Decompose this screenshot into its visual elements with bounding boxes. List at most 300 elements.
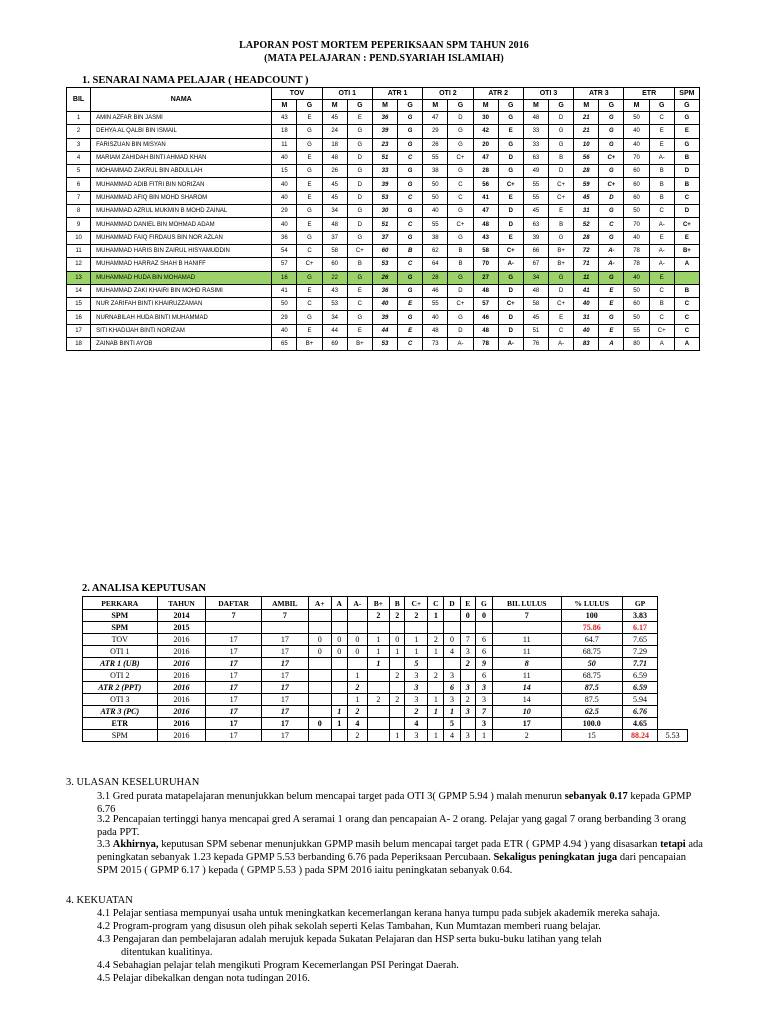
- score-cell: 73: [423, 338, 448, 351]
- score-cell: 69: [322, 338, 347, 351]
- analysis-header: C: [428, 597, 444, 610]
- score-cell: C+: [549, 191, 574, 204]
- analysis-cell: [389, 622, 405, 634]
- analysis-cell: 6.59: [622, 670, 658, 682]
- score-cell: 40: [272, 191, 297, 204]
- analysis-cell: [460, 718, 476, 730]
- score-cell: 55: [523, 191, 548, 204]
- analysis-cell: 1: [389, 730, 405, 742]
- student-name: MUHAMMAD HARRAZ SHAH B HANIFF: [91, 258, 272, 271]
- score-cell: C+: [297, 258, 322, 271]
- score-cell: G: [549, 231, 574, 244]
- table-row: [67, 218, 700, 231]
- analysis-cell: 2: [460, 658, 476, 670]
- score-cell: 15: [272, 165, 297, 178]
- analysis-cell: 7: [206, 610, 261, 622]
- score-cell: 31: [574, 205, 599, 218]
- analysis-cell: 0: [331, 646, 347, 658]
- row-bil: 15: [67, 298, 91, 311]
- table-row: [67, 298, 700, 311]
- score-cell: G: [549, 138, 574, 151]
- score-cell: G: [347, 165, 372, 178]
- score-cell: 46: [473, 311, 498, 324]
- score-cell: G: [398, 311, 423, 324]
- strength-4-3: 4.3 Pengajaran dan pembelajaran adalah merujuk kepada Sukatan Pelajaran dan HSP serta buku-buku latihan yang telah: [97, 934, 602, 945]
- analysis-cell: SPM: [83, 610, 158, 622]
- score-cell: G: [297, 165, 322, 178]
- score-cell: 36: [272, 231, 297, 244]
- row-bil: 10: [67, 231, 91, 244]
- score-cell: A-: [599, 244, 624, 257]
- analysis-cell: [331, 730, 347, 742]
- score-cell: 23: [372, 138, 397, 151]
- group-header: OTI 1: [322, 88, 372, 100]
- group-header: OTI 2: [423, 88, 473, 100]
- table-row: [67, 338, 700, 351]
- analysis-cell: [476, 622, 493, 634]
- score-cell: E: [498, 191, 523, 204]
- sub-header-m: M: [624, 100, 649, 112]
- analysis-cell: 7.29: [622, 646, 658, 658]
- analysis-header: C+: [405, 597, 428, 610]
- row-bil: 6: [67, 178, 91, 191]
- score-cell: 48: [423, 324, 448, 337]
- analysis-cell: [460, 622, 476, 634]
- student-name: AMIN AZFAR BIN JASMI: [91, 112, 272, 125]
- analysis-cell: 10: [492, 706, 561, 718]
- analysis-cell: [367, 730, 389, 742]
- table-row: [67, 191, 700, 204]
- score-cell: 60: [322, 258, 347, 271]
- score-cell: 48: [523, 284, 548, 297]
- score-cell: G: [398, 178, 423, 191]
- analysis-cell: [444, 622, 460, 634]
- analysis-cell: ATR 1 (UB): [83, 658, 158, 670]
- score-cell: 60: [624, 298, 649, 311]
- score-cell: C+: [549, 298, 574, 311]
- score-cell: G: [297, 205, 322, 218]
- analysis-cell: 50: [561, 658, 622, 670]
- analysis-cell: 0: [460, 610, 476, 622]
- sub-header-m: M: [423, 100, 448, 112]
- group-header: TOV: [272, 88, 322, 100]
- score-cell: 39: [372, 311, 397, 324]
- student-name: ZAINAB BINTI AYOB: [91, 338, 272, 351]
- score-cell: B: [649, 178, 674, 191]
- score-cell: D: [498, 205, 523, 218]
- analysis-cell: 64.7: [561, 634, 622, 646]
- row-bil: 9: [67, 218, 91, 231]
- score-cell: 45: [523, 311, 548, 324]
- analysis-header: GP: [622, 597, 658, 610]
- analysis-cell: 1: [444, 706, 460, 718]
- score-cell: 45: [322, 112, 347, 125]
- analysis-cell: [331, 658, 347, 670]
- score-cell: 29: [423, 125, 448, 138]
- table-row: [67, 112, 700, 125]
- analysis-cell: [405, 622, 428, 634]
- score-cell: 65: [272, 338, 297, 351]
- score-cell: 54: [272, 244, 297, 257]
- section-3-heading: 3. ULASAN KESELURUHAN: [66, 777, 200, 788]
- analysis-cell: 11: [492, 646, 561, 658]
- analysis-cell: 6: [476, 670, 493, 682]
- analysis-cell: [428, 658, 444, 670]
- analysis-cell: 2016: [157, 730, 206, 742]
- score-cell: 39: [523, 231, 548, 244]
- student-name: MUHAMMAD FAIQ FIRDAUS BIN NOR AZLAN: [91, 231, 272, 244]
- score-cell: A-: [498, 338, 523, 351]
- analysis-cell: 4.65: [622, 718, 658, 730]
- analysis-cell: 3: [476, 694, 493, 706]
- score-cell: C: [649, 311, 674, 324]
- score-cell: 41: [272, 284, 297, 297]
- table-row: [67, 258, 700, 271]
- score-cell: C+: [649, 324, 674, 337]
- row-bil: 17: [67, 324, 91, 337]
- analysis-header: A: [331, 597, 347, 610]
- analysis-cell: 2: [405, 610, 428, 622]
- score-cell: G: [398, 165, 423, 178]
- score-cell: 51: [372, 218, 397, 231]
- score-cell: G: [398, 205, 423, 218]
- score-cell: 50: [624, 284, 649, 297]
- score-cell: 78: [624, 258, 649, 271]
- sub-header-m: M: [322, 100, 347, 112]
- sub-header-m: M: [574, 100, 599, 112]
- analysis-cell: 3: [460, 706, 476, 718]
- score-cell: 78: [473, 338, 498, 351]
- score-cell: D: [674, 205, 699, 218]
- score-cell: G: [599, 311, 624, 324]
- score-cell: E: [297, 324, 322, 337]
- score-cell: C+: [599, 178, 624, 191]
- score-cell: 41: [574, 284, 599, 297]
- analysis-cell: 17: [206, 682, 261, 694]
- table-row: [67, 125, 700, 138]
- student-name: MUHAMMAD AFIQ BIN MOHD SHAROM: [91, 191, 272, 204]
- score-cell: G: [498, 112, 523, 125]
- score-cell: 26: [372, 271, 397, 284]
- analysis-cell: [347, 610, 367, 622]
- strength-4-1: 4.1 Pelajar sentiasa mempunyai usaha untuk meningkatkan kecemerlangan kerana hanya tumpu pada subjek akademik mereka sahaja.: [97, 908, 661, 919]
- analysis-cell: 2: [428, 634, 444, 646]
- score-cell: E: [599, 298, 624, 311]
- score-cell: 41: [473, 191, 498, 204]
- score-cell: C: [649, 284, 674, 297]
- sub-header-m: M: [272, 100, 297, 112]
- analysis-header: TAHUN: [157, 597, 206, 610]
- table-row: [67, 151, 700, 164]
- analysis-cell: 2016: [157, 646, 206, 658]
- score-cell: D: [347, 191, 372, 204]
- score-cell: C: [649, 205, 674, 218]
- analysis-cell: 5: [444, 718, 460, 730]
- score-cell: 46: [423, 284, 448, 297]
- analysis-cell: 1: [347, 670, 367, 682]
- analysis-header: % LULUS: [561, 597, 622, 610]
- analysis-cell: 6: [476, 634, 493, 646]
- score-cell: G: [398, 284, 423, 297]
- sub-header-g: G: [448, 100, 473, 112]
- score-cell: 40: [272, 218, 297, 231]
- score-cell: 48: [473, 324, 498, 337]
- group-header: OTI 3: [523, 88, 573, 100]
- score-cell: 30: [473, 112, 498, 125]
- score-cell: D: [498, 324, 523, 337]
- analysis-cell: [308, 622, 331, 634]
- analysis-cell: 2: [347, 730, 367, 742]
- score-cell: 64: [423, 258, 448, 271]
- table-row: [67, 231, 700, 244]
- analysis-row: [83, 718, 688, 730]
- analysis-cell: 87.5: [561, 682, 622, 694]
- score-cell: B: [649, 165, 674, 178]
- score-cell: 31: [574, 311, 599, 324]
- score-cell: 49: [523, 165, 548, 178]
- analysis-cell: 0: [347, 634, 367, 646]
- student-name: FARISZUAN BIN MISYAN: [91, 138, 272, 151]
- analysis-cell: 0: [476, 610, 493, 622]
- score-cell: 40: [624, 138, 649, 151]
- sub-header-g: G: [347, 100, 372, 112]
- score-cell: 50: [624, 311, 649, 324]
- score-cell: 21: [574, 125, 599, 138]
- score-cell: C+: [599, 151, 624, 164]
- analysis-cell: 4: [444, 730, 460, 742]
- analysis-cell: 3: [405, 682, 428, 694]
- row-bil: 1: [67, 112, 91, 125]
- score-cell: A: [599, 338, 624, 351]
- sub-header-g: G: [398, 100, 423, 112]
- score-cell: 29: [272, 205, 297, 218]
- score-cell: C+: [498, 244, 523, 257]
- comment-3-3: 3.3 Akhirnya, keputusan SPM sebenar menunjukkan GPMP masih belum mencapai target pada ETR ( GPMP 4.94 ) yang disasarkan tetapi ada peningkatan sebanyak 1.23 kepada GPMP 5.53 berbanding 6.76 pada Peperiksaan Percubaan. Sekaligus peningkatan juga dari pencapaian SPM 2015 ( GPMP 6.17 ) kepada ( GPMP 5.53 ) pada SPM 2016 iaitu peningkatan sebanyak 0.64.: [97, 839, 703, 876]
- analysis-cell: 1: [476, 730, 493, 742]
- score-cell: 33: [372, 165, 397, 178]
- analysis-cell: 7: [460, 634, 476, 646]
- score-cell: 40: [624, 231, 649, 244]
- analysis-cell: 1: [367, 634, 389, 646]
- analysis-cell: 1: [428, 610, 444, 622]
- table-row: [67, 165, 700, 178]
- analysis-cell: [206, 622, 261, 634]
- analysis-cell: 17: [261, 634, 308, 646]
- analysis-cell: 3: [405, 730, 428, 742]
- analysis-cell: 2016: [157, 634, 206, 646]
- analysis-cell: 17: [261, 670, 308, 682]
- score-cell: D: [549, 165, 574, 178]
- analysis-cell: 2: [405, 706, 428, 718]
- score-cell: 44: [372, 324, 397, 337]
- score-cell: A-: [649, 258, 674, 271]
- score-cell: 58: [473, 244, 498, 257]
- score-cell: 34: [322, 205, 347, 218]
- score-cell: 40: [272, 151, 297, 164]
- score-cell: E: [297, 191, 322, 204]
- score-cell: 58: [523, 298, 548, 311]
- score-cell: A: [674, 338, 699, 351]
- score-cell: D: [498, 151, 523, 164]
- score-cell: E: [297, 218, 322, 231]
- score-cell: B+: [674, 244, 699, 257]
- row-bil: 11: [67, 244, 91, 257]
- analysis-cell: 5: [405, 658, 428, 670]
- analysis-cell: 1: [405, 646, 428, 658]
- score-cell: G: [398, 112, 423, 125]
- student-name: MUHAMMAD ZAKI KHAIRI BIN MOHD RASIMI: [91, 284, 272, 297]
- score-cell: G: [599, 125, 624, 138]
- score-cell: G: [674, 112, 699, 125]
- score-cell: D: [347, 218, 372, 231]
- analysis-cell: 11: [492, 634, 561, 646]
- analysis-cell: [492, 622, 561, 634]
- score-cell: 60: [372, 244, 397, 257]
- analysis-cell: 3: [444, 694, 460, 706]
- table-row: [67, 271, 700, 284]
- score-cell: 50: [272, 298, 297, 311]
- score-cell: 40: [574, 324, 599, 337]
- strength-4-4: 4.4 Sebahagian pelajar telah mengikuti Program Kecemerlangan PSI Peringat Daerah.: [97, 960, 459, 971]
- analysis-header: A-: [347, 597, 367, 610]
- score-cell: 40: [624, 271, 649, 284]
- score-cell: A: [649, 338, 674, 351]
- analysis-cell: ATR 2 (PPT): [83, 682, 158, 694]
- analysis-cell: 7.71: [622, 658, 658, 670]
- score-cell: E: [599, 284, 624, 297]
- score-cell: G: [448, 231, 473, 244]
- analysis-cell: 17: [206, 706, 261, 718]
- score-cell: G: [347, 138, 372, 151]
- analysis-cell: 6.59: [622, 682, 658, 694]
- score-cell: 26: [322, 165, 347, 178]
- score-cell: [674, 271, 699, 284]
- analysis-cell: 2: [347, 682, 367, 694]
- score-cell: 55: [423, 298, 448, 311]
- student-name: SITI KHADIJAH BINTI NORIZAM: [91, 324, 272, 337]
- score-cell: 53: [372, 191, 397, 204]
- score-cell: 36: [372, 112, 397, 125]
- score-cell: G: [347, 205, 372, 218]
- table-row: [67, 138, 700, 151]
- score-cell: 40: [272, 324, 297, 337]
- score-cell: 18: [322, 138, 347, 151]
- analysis-cell: [428, 718, 444, 730]
- table-row: [67, 205, 700, 218]
- score-cell: D: [674, 165, 699, 178]
- sub-header-m: M: [372, 100, 397, 112]
- sub-header-g: G: [649, 100, 674, 112]
- score-cell: 53: [372, 338, 397, 351]
- analysis-cell: 11: [492, 670, 561, 682]
- sub-header-g: G: [599, 100, 624, 112]
- analysis-cell: 3: [460, 682, 476, 694]
- analysis-cell: [367, 622, 389, 634]
- analysis-cell: 17: [206, 670, 261, 682]
- score-cell: G: [398, 125, 423, 138]
- score-cell: 40: [624, 125, 649, 138]
- score-cell: 27: [473, 271, 498, 284]
- score-cell: 43: [272, 112, 297, 125]
- score-cell: 26: [423, 138, 448, 151]
- analysis-cell: 2016: [157, 682, 206, 694]
- score-cell: 43: [322, 284, 347, 297]
- analysis-cell: 2: [492, 730, 561, 742]
- score-cell: G: [448, 205, 473, 218]
- analysis-cell: [308, 658, 331, 670]
- score-cell: 51: [372, 151, 397, 164]
- score-cell: B: [398, 244, 423, 257]
- score-cell: G: [347, 311, 372, 324]
- analysis-cell: 17: [206, 658, 261, 670]
- row-bil: 13: [67, 271, 91, 284]
- score-cell: C: [549, 324, 574, 337]
- col-bil-header: BIL: [67, 88, 91, 112]
- score-cell: 72: [574, 244, 599, 257]
- score-cell: D: [448, 112, 473, 125]
- score-cell: C: [398, 258, 423, 271]
- score-cell: C: [649, 112, 674, 125]
- analysis-cell: 2014: [157, 610, 206, 622]
- analysis-cell: 17: [206, 646, 261, 658]
- analysis-row: [83, 634, 688, 646]
- analysis-cell: 3: [460, 730, 476, 742]
- student-name: NUR ZARIFAH BINTI KHAIRUZZAMAN: [91, 298, 272, 311]
- score-cell: 34: [322, 311, 347, 324]
- section-2-heading: 2. ANALISA KEPUTUSAN: [82, 583, 206, 594]
- score-cell: E: [498, 231, 523, 244]
- score-cell: B+: [297, 338, 322, 351]
- analysis-row: [83, 730, 688, 742]
- analysis-row: [83, 646, 688, 658]
- student-name: DEHYA AL QALBI BIN ISMAIL: [91, 125, 272, 138]
- score-cell: 33: [523, 125, 548, 138]
- score-cell: 50: [423, 191, 448, 204]
- score-cell: 40: [574, 298, 599, 311]
- score-cell: E: [649, 138, 674, 151]
- analysis-cell: OTI 1: [83, 646, 158, 658]
- analysis-cell: [308, 610, 331, 622]
- analysis-cell: ATR 3 (PC): [83, 706, 158, 718]
- analysis-cell: 6: [444, 682, 460, 694]
- score-cell: B: [347, 258, 372, 271]
- student-name: MUHAMMAD HARIS BIN ZAIRUL HISYAMUDDIN: [91, 244, 272, 257]
- score-cell: 40: [423, 205, 448, 218]
- row-bil: 5: [67, 165, 91, 178]
- analysis-cell: 68.75: [561, 646, 622, 658]
- row-bil: 12: [67, 258, 91, 271]
- score-cell: 55: [423, 151, 448, 164]
- score-cell: 28: [574, 165, 599, 178]
- score-cell: 16: [272, 271, 297, 284]
- score-cell: 29: [272, 311, 297, 324]
- score-cell: C: [599, 218, 624, 231]
- analysis-cell: 17: [261, 730, 308, 742]
- row-bil: 18: [67, 338, 91, 351]
- score-cell: E: [498, 125, 523, 138]
- score-cell: G: [347, 125, 372, 138]
- score-cell: 80: [624, 338, 649, 351]
- score-cell: 60: [624, 178, 649, 191]
- analysis-header: PERKARA: [83, 597, 158, 610]
- score-cell: B: [649, 191, 674, 204]
- score-cell: 53: [372, 258, 397, 271]
- score-cell: 37: [322, 231, 347, 244]
- score-cell: G: [448, 271, 473, 284]
- analysis-cell: 2: [367, 694, 389, 706]
- analysis-header: BIL LULUS: [492, 597, 561, 610]
- score-cell: 28: [473, 165, 498, 178]
